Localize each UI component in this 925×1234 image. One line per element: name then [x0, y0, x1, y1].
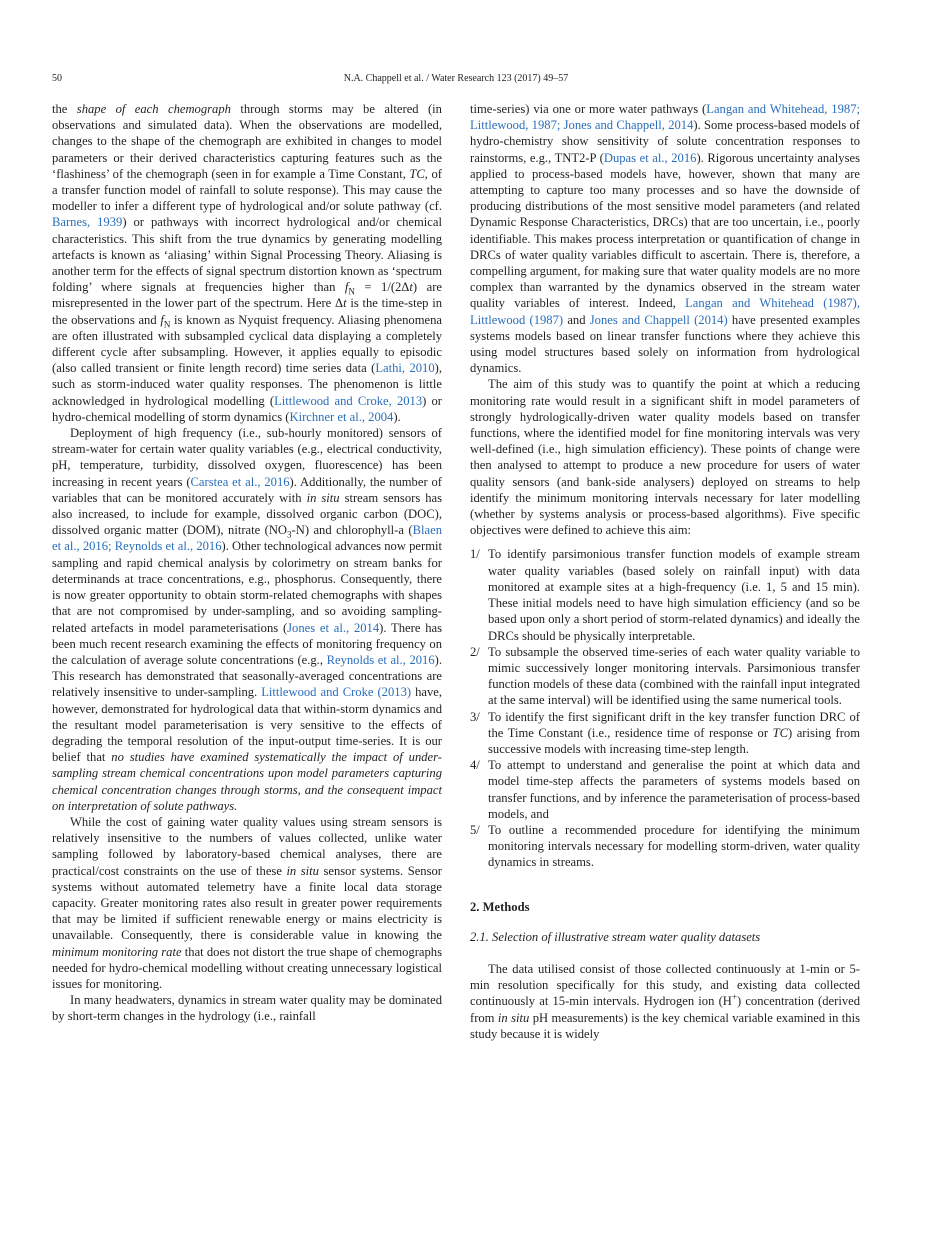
objective-item: 1/ To identify parsimonious transfer function models of example stream water quality variables (based solely on rainfall input) with data monitored at example sites at a high-frequency (i.e. 1, 5 and 15 min). These initial models need to have high simulation efficiency (and so be based upon only a short period of storm-related dynamics) and ideally the DRCs should be physically interpretable.	[470, 547, 860, 643]
left-column	[52, 101, 442, 1025]
objective-item: 5/ To outline a recommended procedure for identifying the minimum monitoring intervals necessary for modelling storm-driven, water quality dynamics in streams.	[470, 822, 860, 870]
paragraph-right-3: The data utilised consist of those collected continuously at 1-min or 5-min resolution specifically for this study, and existing data collected continuously at 15-min intervals. Hydrogen ion (H+) concentration (derived from in situ pH measurements) is the key chemical variable examined in this study because it is widely	[470, 961, 860, 1041]
page-number: 50	[52, 73, 62, 84]
citation-link[interactable]: Lathi, 2010	[375, 361, 435, 376]
citation-link[interactable]: Langan and Whitehead, 1987; Littlewood, 1987; Jones and Chappell, 2014	[470, 102, 860, 133]
citation-link[interactable]: Carstea et al., 2016	[190, 474, 290, 489]
citation-link[interactable]: Kirchner et al., 2004	[289, 409, 394, 424]
citation-link[interactable]: Jones et al., 2014	[287, 620, 380, 635]
page-header	[52, 71, 860, 87]
objective-item: 2/ To subsample the observed time-series of each water quality variable to mimic successively longer monitoring intervals. Parsimonious transfer function models of these data (combined with the rainfall input integrated at the same interval) will be identified using the same numerical tools.	[470, 644, 860, 708]
citation-link[interactable]: Littlewood and Croke, 2013	[274, 393, 423, 408]
objective-item: 4/ To attempt to understand and generalise the point at which data and model time-step affects the parameters of systems models based on transfer functions, and by inference the parameterisation of process-based models, and	[470, 758, 860, 821]
citation-link[interactable]: Reynolds et al., 2016	[326, 652, 435, 667]
citation-link[interactable]: Littlewood and Croke (2013)	[261, 685, 412, 700]
paragraph-right-1: time-series) via one or more water pathways (Langan and Whitehead, 1987; Littlewood, 1987; Jones and Chappell, 2014). Some process-based models of hydro-chemistry show sensitivity of solute concentration responses to rainstorms, e.g., TNT2-P (Dupas et al., 2016). Rigorous uncertainty analyses applied to process-based models have, however, shown that many are attempting to capture too many processes and so have the downside of producing distributions of the most sensitive model parameters (and related Dynamic Response Characteristics, DRCs) that are too uncertain, i.e., poorly identifiable. This makes process interpretation or quantification of change in DRCs of water quality variables difficult to ascertain. There is, therefore, a compelling argument, for making sure that water quality models are no more complex than warranted by the dynamics observed in the stream water quality variables of interest. Indeed, Langan and Whitehead (1987), Littlewood (1987) and Jones and Chappell (2014) have presented examples systems models based on linear transfer functions where they achieve this using model structures based solely on information from hydrological dynamics.	[470, 102, 861, 376]
subsection-title: 2.1. Selection of illustrative stream water quality datasets	[470, 929, 761, 944]
paragraph-left-4: In many headwaters, dynamics in stream water quality may be dominated by short-term changes in the hydrology (i.e., rainfall	[52, 993, 442, 1024]
citation-link[interactable]: Jones and Chappell (2014)	[589, 312, 728, 327]
citation-link[interactable]: Blaen et al., 2016; Reynolds et al., 2016	[52, 523, 442, 554]
running-head: N.A. Chappell et al. / Water Research 123 (2017) 49–57	[343, 73, 569, 84]
paragraph-right-2: The aim of this study was to quantify the point at which a reducing monitoring rate would result in a significant shift in model parameters of strongly hydrologically-driven water quality models based on transfer functions, where the identified model for fine monitoring intervals was very well-defined (i.e., high simulation efficiency). These points of change were then analysed to attempt to produce a new procedure for users of water quality sensors (and bank-side analysers) deployed on streams to help identify the minimum monitoring intervals necessary for later modelling (whether by systems analysis or process-based algorithms). Five specific objectives were defined to achieve this aim:	[470, 377, 860, 538]
paragraph-left-3: While the cost of gaining water quality values using stream sensors is relatively insensitive to the numbers of values collected, unlike water sampling followed by laboratory-based chemical analyses, there are practical/cost constraints on the use of these in situ sensor systems. Sensor systems without automated telemetry have a finite local data storage capacity. Greater monitoring rates also result in greater power requirements that may be limited if sufficient renewable energy or mains electricity is unavailable. Consequently, there is considerable value in knowing the minimum monitoring rate that does not distort the true shape of chemographs needed for hydro-chemical modelling without creating unnecessary logistical issues for monitoring.	[52, 814, 443, 991]
paragraph-left-1: the shape of each chemograph through storms may be altered (in observations and simulated data). When the observations are modelled, changes to the shape of the chemograph are exhibited in changes to model parameters or their derived characteristics capturing features such as the ‘flashiness’ of the chemograph (seen in for example a Time Constant, TC, of a transfer function model of rainfall to solute response). This may cause the modeller to infer a different type of hydrological and/or solute pathway (cf. Barnes, 1939) or pathways with incorrect hydrological and/or chemical characteristics. This shift from the true dynamics by generating modelling artefacts is known as ‘aliasing’ within Signal Processing Theory. Aliasing is another term for the effects of signal spectrum distortion known as ‘spectrum folding’ where signals at frequencies higher than $f_N = 1/(2\Delta t)$ are misrepresented in the lower part of the spectrum. Here Δt is the time-step in the observations and $f_N$ is known as Nyquist frequency. Aliasing phenomena are often illustrated with subsampled cyclical data displaying a completely different cycle after subsampling. However, it applies equally to episodic (also called transient or finite length record) time series data (Lathi, 2010), such as storm-induced water quality responses. The phenomenon is little acknowledged in hydrological modelling (Littlewood and Croke, 2013) or hydro-chemical modelling of storm dynamics (Kirchner et al., 2004).	[52, 102, 442, 424]
objectives-list	[470, 546, 860, 870]
citation-link[interactable]: Barnes, 1939	[52, 215, 123, 230]
section-title: 2. Methods	[470, 899, 530, 914]
paragraph-left-2: Deployment of high frequency (i.e., sub-hourly monitored) sensors of stream-water for certain water quality variables (e.g., electrical conductivity, pH, temperature, turbidity, dissolved oxygen, fluorescence) has been increasing in recent years (Carstea et al., 2016). Additionally, the number of variables that can be monitored accurately with in situ stream sensors has also increased, to include for example, dissolved organic carbon (DOC), dissolved organic matter (DOM), nitrate $(NO_3-N)$ and chlorophyll-a (Blaen et al., 2016; Reynolds et al., 2016). Other technological advances now permit sampling and rapid chemical analysis by colorimetry on stream banks for determinands at trace concentrations, e.g., phosphorus. Consequently, there is now greater opportunity to obtain storm-related chemographs with shapes that are not compromised by under-sampling, and so avoiding sampling-related artefacts in model parameterisations (Jones et al., 2014). There has been much recent research examining the effects of monitoring frequency on the calculation of average solute concentrations (e.g., Reynolds et al., 2016). This research has demonstrated that seasonally-averaged concentrations are relatively insensitive to under-sampling. Littlewood and Croke (2013) have, however, demonstrated for hydrological data that within-storm dynamics and the resultant model parameterisation is very sensitive to the effects of degrading the temporal resolution of the input-output time-series. It is our belief that no studies have examined systematically the impact of under-sampling stream chemical concentrations upon model parameters capturing chemical concentration changes through storms, and the consequent impact on interpretation of solute pathways.	[52, 426, 443, 813]
objective-item: 3/ To identify the first significant drift in the key transfer function DRC of the Time Constant (i.e., residence time of response or TC) arising from successive models with increasing time-step length.	[470, 709, 860, 756]
citation-link[interactable]: Langan and Whitehead (1987), Littlewood (1987)	[470, 296, 861, 327]
right-column	[470, 101, 860, 1042]
citation-link[interactable]: Dupas et al., 2016	[603, 150, 697, 165]
